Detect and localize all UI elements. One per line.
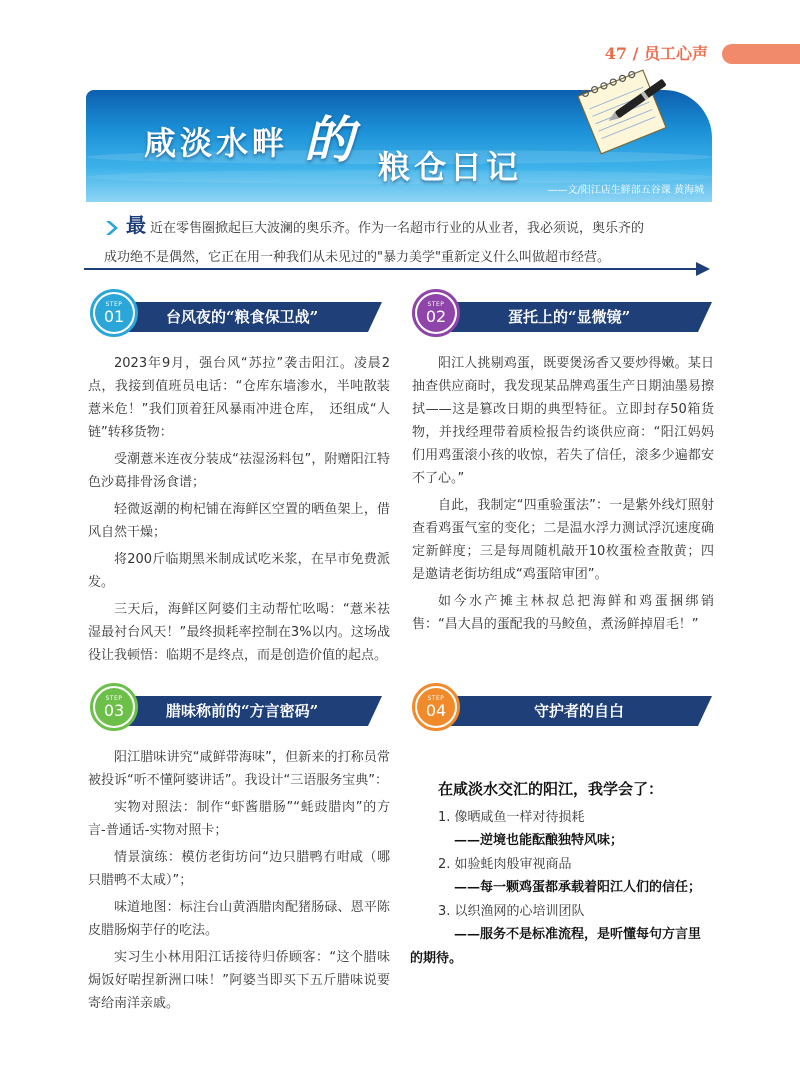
- step-badge-01: [90, 289, 138, 337]
- list-item: 2. 如验蚝肉般审视商品: [438, 856, 572, 872]
- section-header-02: [426, 302, 712, 332]
- section-title: 守护者的自白: [534, 702, 625, 720]
- step-badge-04: [412, 683, 460, 731]
- paragraph: 实物对照法：制作“虾酱腊肠”“蚝豉腊肉”的方言-普通话-实物对照卡；: [88, 800, 390, 838]
- paragraph: 轻微返潮的枸杞铺在海鲜区空置的晒鱼架上，借风自然干燥；: [88, 502, 390, 540]
- banner-title-de: 的: [304, 111, 354, 169]
- step-label: STEP: [427, 300, 445, 308]
- banner-byline: ——文/阳江店生鲜部五谷课 黄海城: [547, 185, 704, 196]
- step-number: 01: [103, 306, 125, 326]
- list-item-moral: ——每一颗鸡蛋都承载着阳江人们的信任；: [454, 880, 702, 895]
- step-badge-02: [412, 289, 460, 337]
- banner-title-part1: 咸淡水畔: [144, 124, 289, 162]
- step-label: STEP: [105, 300, 123, 308]
- paragraph: 情景演练：模仿老街坊问“边只腊鸭冇咁咸（哪只腊鸭不太咸）”；: [88, 850, 390, 888]
- header-accent-bar: [722, 44, 800, 64]
- section-title: 蛋托上的“显微镜”: [508, 308, 631, 326]
- paragraph: 将200斤临期黑米制成试吃米浆，在早市免费派发。: [88, 552, 390, 590]
- section-body-03: [88, 746, 390, 1015]
- section-header-03: [104, 696, 382, 726]
- list-item-moral-continued: 的期待。: [410, 950, 463, 966]
- page-header: [560, 42, 800, 66]
- section-title: 腊味称前的“方言密码”: [166, 702, 319, 720]
- list-item: 3. 以织渔网的心培训团队: [438, 903, 585, 919]
- page-number-label: 47 / 员工心声: [604, 44, 708, 63]
- step-number: 02: [425, 306, 447, 326]
- intro-line-1: 近在零售圈掀起巨大波澜的奥乐齐。作为一名超市行业的从业者，我必须说，奥乐齐的: [150, 221, 645, 236]
- paragraph: 阳江人挑剔鸡蛋，既要煲汤香又要炒得嫩。某日抽查供应商时，我发现某品牌鸡蛋生产日期油墨易擦拭——这是篡改日期的典型特征。立即封存50箱货物，并找经理带着质检报告约谈供应商：“阳江妈妈们用鸡蛋滚小孩的收惊，若失了信任，滚多少遍都安不了心。”: [412, 356, 714, 486]
- chevron-right-icon: [104, 219, 122, 237]
- section-header-04: [426, 696, 712, 726]
- intro-line-2: 成功绝不是偶然，它正在用一种我们从未见过的"暴力美学"重新定义什么叫做超市经营。: [104, 250, 610, 265]
- notebook-pen-icon: [570, 66, 680, 162]
- intro-dropcap: 最: [126, 213, 146, 237]
- step-badge-03: [90, 683, 138, 731]
- divider-rule: [84, 268, 696, 270]
- paragraph: 三天后，海鲜区阿婆们主动帮忙吆喝：“薏米祛湿最衬台风天！”最终损耗率控制在3%以内。这场战役让我顿悟：临期不是终点，而是创造价值的起点。: [88, 602, 390, 663]
- paragraph: 味道地图：标注台山黄酒腊肉配猪肠碌、恩平陈皮腊肠焖芋仔的吃法。: [88, 900, 390, 938]
- section-header-01: [104, 302, 382, 332]
- step-number: 04: [425, 700, 447, 720]
- paragraph: 自此，我制定“四重验蛋法”：一是紫外线灯照射查看鸡蛋气室的变化；二是温水浮力测试浮沉速度确定新鲜度；三是每周随机敲开10枚蛋检查散黄；四是邀请老街坊组成“鸡蛋陪审团”。: [412, 498, 714, 582]
- paragraph: 实习生小林用阳江话接待归侨顾客：“这个腊味焗饭好啱捏新洲口味！”阿婆当即买下五斤腊味说要寄给南洋亲戚。: [88, 950, 390, 1011]
- paragraph: 受潮薏米连夜分装成“祛湿汤料包”，附赠阳江特色沙葛排骨汤食谱；: [88, 452, 390, 490]
- divider-arrow: [696, 262, 710, 276]
- section-title: 台风夜的“粮食保卫战”: [166, 308, 319, 326]
- step-label: STEP: [105, 694, 123, 702]
- step-number: 03: [103, 700, 125, 720]
- section-body-02: [412, 352, 714, 636]
- closing-list: [410, 778, 716, 970]
- banner-title-part2: 粮仓日记: [378, 148, 523, 186]
- list-item-moral: ——逆境也能酝酿独特风味；: [454, 833, 624, 848]
- list-item-moral: ——服务不是标准流程，是听懂每句方言里: [454, 927, 702, 942]
- section-body-01: [88, 352, 390, 667]
- list-item: 1. 像晒咸鱼一样对待损耗: [438, 809, 585, 825]
- paragraph: 2023年9月，强台风“苏拉”袭击阳江。凌晨2点，我接到值班员电话：“仓库东墙渗水，半吨散装薏米危！”我们顶着狂风暴雨冲进仓库， 还组成“人链”转移货物：: [88, 356, 390, 440]
- paragraph: 如今水产摊主林叔总把海鲜和鸡蛋捆绑销售：“昌大昌的蛋配我的马鲛鱼，煮汤鲜掉眉毛！”: [412, 594, 714, 632]
- step-label: STEP: [427, 694, 445, 702]
- closing-heading: 在咸淡水交汇的阳江，我学会了：: [438, 780, 664, 798]
- paragraph: 阳江腊味讲究“咸鲜带海味”，但新来的打称员常被投诉“听不懂阿婆讲话”。我设计“三语服务宝典”：: [88, 750, 390, 788]
